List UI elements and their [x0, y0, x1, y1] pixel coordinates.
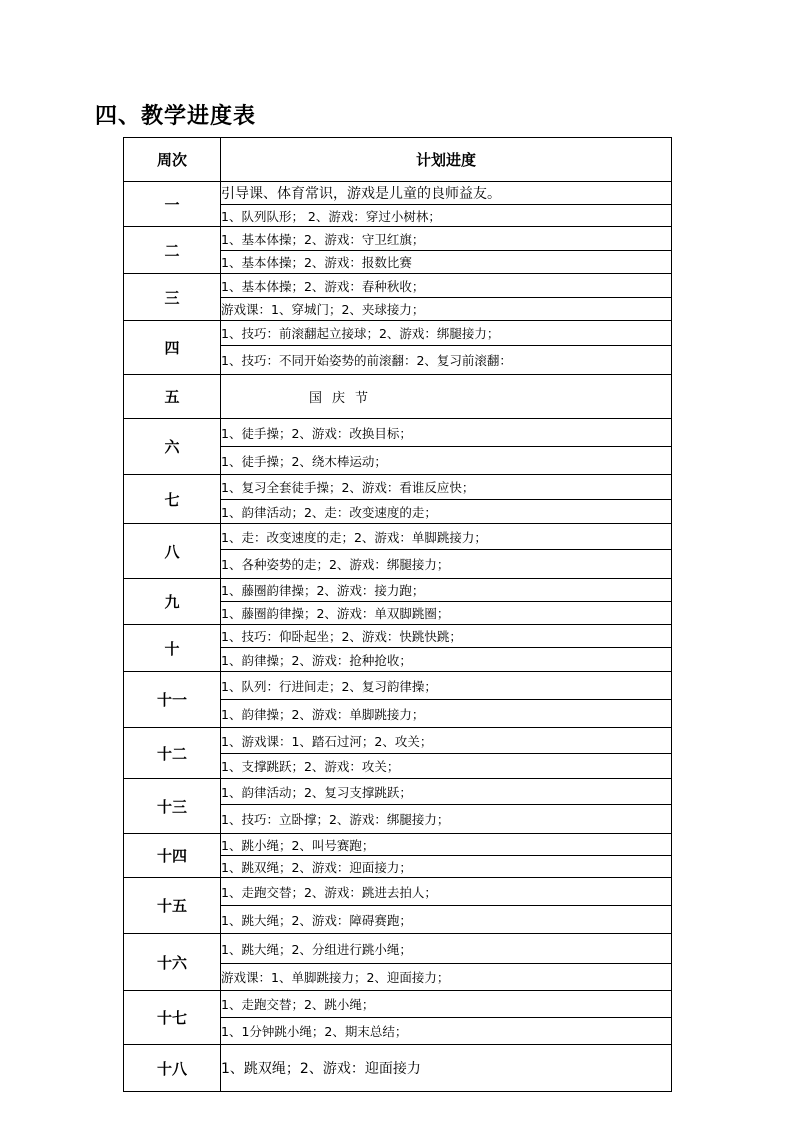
plan-cell: 1、队列：行进间走；2、复习韵律操； [221, 672, 672, 700]
plan-cell: 1、跳大绳；2、游戏：障碍赛跑； [221, 906, 672, 934]
plan-cell: 1、徒手操；2、游戏：改换目标； [221, 419, 672, 447]
week-cell: 十二 [124, 728, 221, 779]
week-cell: 一 [124, 182, 221, 227]
table-row [124, 475, 672, 500]
plan-cell: 1、游戏课：1、踏石过河；2、攻关； [221, 728, 672, 754]
week-cell: 六 [124, 419, 221, 475]
plan-cell: 1、技巧：前滚翻起立接球；2、游戏：绑腿接力； [221, 321, 672, 346]
plan-cell: 1、1分钟跳小绳；2、期末总结； [221, 1018, 672, 1045]
week-cell: 十七 [124, 991, 221, 1045]
week-cell: 十六 [124, 934, 221, 991]
plan-cell: 国庆节 [221, 375, 672, 419]
week-cell: 十三 [124, 779, 221, 834]
plan-cell: 1、跳大绳；2、分组进行跳小绳； [221, 934, 672, 964]
table-row [124, 321, 672, 346]
plan-cell: 1、跳双绳；2、游戏：迎面接力 [221, 1045, 672, 1092]
week-cell: 七 [124, 475, 221, 524]
table-header-row [124, 138, 672, 182]
table-row [124, 419, 672, 447]
plan-cell: 1、复习全套徒手操；2、游戏：看谁反应快； [221, 475, 672, 500]
plan-cell: 1、技巧：不同开始姿势的前滚翻：2、复习前滚翻： [221, 346, 672, 375]
schedule-table [123, 137, 672, 1092]
plan-cell: 1、藤圈韵律操；2、游戏：单双脚跳圈； [221, 602, 672, 625]
table-row [124, 274, 672, 298]
week-cell: 五 [124, 375, 221, 419]
table-row [124, 672, 672, 700]
week-cell: 四 [124, 321, 221, 375]
week-cell: 十四 [124, 834, 221, 878]
plan-cell: 1、韵律活动；2、复习支撑跳跃； [221, 779, 672, 805]
plan-cell: 1、基本体操；2、游戏：报数比赛 [221, 251, 672, 274]
plan-cell: 1、跳小绳；2、叫号赛跑； [221, 834, 672, 856]
table-row [124, 182, 672, 205]
plan-cell: 引导课、体育常识，游戏是儿童的良师益友。 [221, 182, 672, 205]
week-cell: 八 [124, 524, 221, 579]
page-title: 四、教学进度表 [95, 104, 257, 129]
week-cell: 十一 [124, 672, 221, 728]
plan-cell: 1、走：改变速度的走；2、游戏：单脚跳接力； [221, 524, 672, 550]
week-cell: 三 [124, 274, 221, 321]
plan-cell: 1、支撑跳跃；2、游戏：攻关； [221, 754, 672, 779]
plan-cell: 1、藤圈韵律操；2、游戏：接力跑； [221, 579, 672, 602]
table-row [124, 934, 672, 964]
table-row [124, 227, 672, 251]
plan-cell: 1、技巧：立卧撑；2、游戏：绑腿接力； [221, 805, 672, 834]
week-cell: 十五 [124, 878, 221, 934]
plan-cell: 1、走跑交替；2、游戏：跳进去拍人； [221, 878, 672, 906]
table-row [124, 579, 672, 602]
table-row [124, 779, 672, 805]
plan-cell: 游戏课：1、穿城门；2、夹球接力； [221, 298, 672, 321]
table-row [124, 524, 672, 550]
table-row [124, 878, 672, 906]
plan-cell: 1、基本体操；2、游戏：守卫红旗； [221, 227, 672, 251]
table-row [124, 375, 672, 419]
table-row [124, 1045, 672, 1092]
plan-cell: 1、韵律操；2、游戏：单脚跳接力； [221, 700, 672, 728]
header-week: 周次 [124, 138, 221, 182]
table-row [124, 625, 672, 648]
plan-cell: 1、走跑交替；2、跳小绳； [221, 991, 672, 1018]
table-row [124, 991, 672, 1018]
plan-cell: 游戏课：1、单脚跳接力；2、迎面接力； [221, 964, 672, 991]
plan-cell: 1、韵律活动；2、走：改变速度的走； [221, 500, 672, 524]
plan-cell: 1、徒手操；2、绕木棒运动； [221, 447, 672, 475]
plan-cell: 1、韵律操；2、游戏：抢种抢收； [221, 648, 672, 672]
plan-cell: 1、跳双绳；2、游戏：迎面接力； [221, 856, 672, 878]
week-cell: 十八 [124, 1045, 221, 1092]
plan-cell: 1、基本体操；2、游戏：春种秋收； [221, 274, 672, 298]
header-plan: 计划进度 [221, 138, 672, 182]
table-row [124, 728, 672, 754]
plan-cell: 1、各种姿势的走；2、游戏：绑腿接力； [221, 550, 672, 579]
table-body [124, 182, 672, 1092]
week-cell: 九 [124, 579, 221, 625]
table-row [124, 834, 672, 856]
plan-cell: 1、队列队形； 2、游戏：穿过小树林； [221, 205, 672, 227]
week-cell: 十 [124, 625, 221, 672]
week-cell: 二 [124, 227, 221, 274]
plan-cell: 1、技巧：仰卧起坐；2、游戏：快跳快跳； [221, 625, 672, 648]
